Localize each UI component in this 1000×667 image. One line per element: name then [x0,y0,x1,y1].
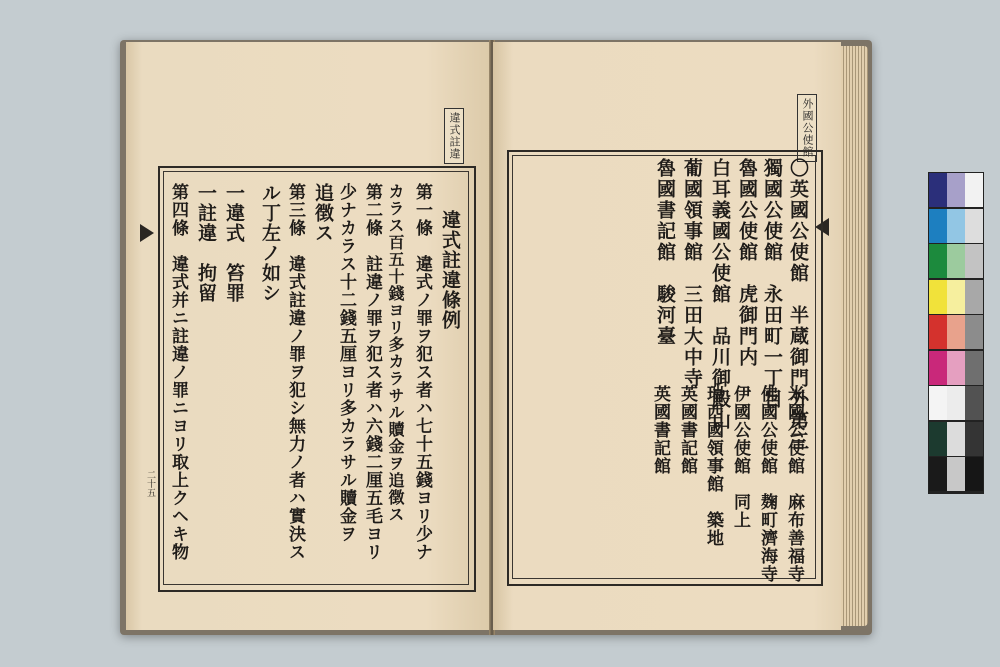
right-text-column: 葡國領事館 三田大中寺 [681,158,703,389]
color-chip [965,386,983,420]
color-chip [929,351,947,385]
left-text-column: カラス百五十錢ヨリ多カラサル贖金ヲ追徴ス [386,183,405,523]
right-tab-label: 外國公使館 [797,94,817,162]
left-text-column: 一違式 笞罪 [223,183,245,303]
color-chip [929,386,947,420]
right-text-column: 英國書記館 [677,385,697,475]
color-chip [965,280,983,314]
color-chip [965,457,983,491]
color-chip [929,244,947,278]
right-text-column: 獨國公使館 永田町一丁目 [761,158,783,410]
color-chip [965,173,983,207]
color-chip [947,280,965,314]
page-edges [838,46,868,626]
left-text-column: 少ナカラス十二錢五厘ヨリ多カラサル贖金ヲ [336,183,356,543]
left-tab-label: 違式註違 [444,108,464,164]
color-chip [929,315,947,349]
right-text-column: 白耳義國公使館 品川御殿山 [709,158,731,431]
color-chip [947,422,965,456]
right-text-column: 英國書記館 [650,385,670,475]
left-text-column: 第四條 違式并ニ註違ノ罪ニヨリ取上クヘキ物 [168,183,188,561]
right-text-column: 魯國公使館 虎御門内 [736,158,758,368]
color-chip [947,315,965,349]
right-text-column: 佛國公使館 麹町濟海寺 [757,385,777,583]
color-chip [965,244,983,278]
color-chip [947,386,965,420]
right-text-column: 伊國公使館 同上 [730,385,750,529]
left-text-column: 第一條 違式ノ罪ヲ犯ス者ハ七十五錢ヨリ少ナ [412,183,432,561]
right-text-column: 魯國書記館 駿河臺 [654,158,676,347]
color-chip [929,173,947,207]
left-page-number: 二十五 [145,470,155,497]
left-text-column: 第三條 違式註違ノ罪ヲ犯シ無力ノ者ハ實決ス [285,183,305,561]
left-text-column: 第二條 註違ノ罪ヲ犯ス者ハ六錢二厘五毛ヨリ [362,183,382,561]
color-chip [965,315,983,349]
color-chip [929,457,947,491]
left-text-column: 一註違 拘留 [195,183,217,303]
color-chip [947,457,965,491]
right-text-column: 〇英國公使館 半蔵御門外第三 [787,158,809,452]
bleed-through-text [396,112,422,130]
color-chip [965,209,983,243]
right-text-column: 瑞西國領事館 築地 [703,385,723,547]
left-text-column: ル丁左ノ如シ [259,183,281,303]
color-chip [947,244,965,278]
right-text-column: 米國公使館 麻布善福寺 [784,385,804,583]
color-chip [947,209,965,243]
color-chip [929,280,947,314]
fold-notch-left [140,224,154,242]
left-text-column: 違式註違條例 [439,210,461,330]
color-chip [965,422,983,456]
color-chip [947,173,965,207]
color-chip [929,209,947,243]
left-text-column: 追徴ス [312,183,334,243]
color-calibration-chart [928,172,984,494]
color-chip [929,422,947,456]
color-chip [965,351,983,385]
color-chip [947,351,965,385]
